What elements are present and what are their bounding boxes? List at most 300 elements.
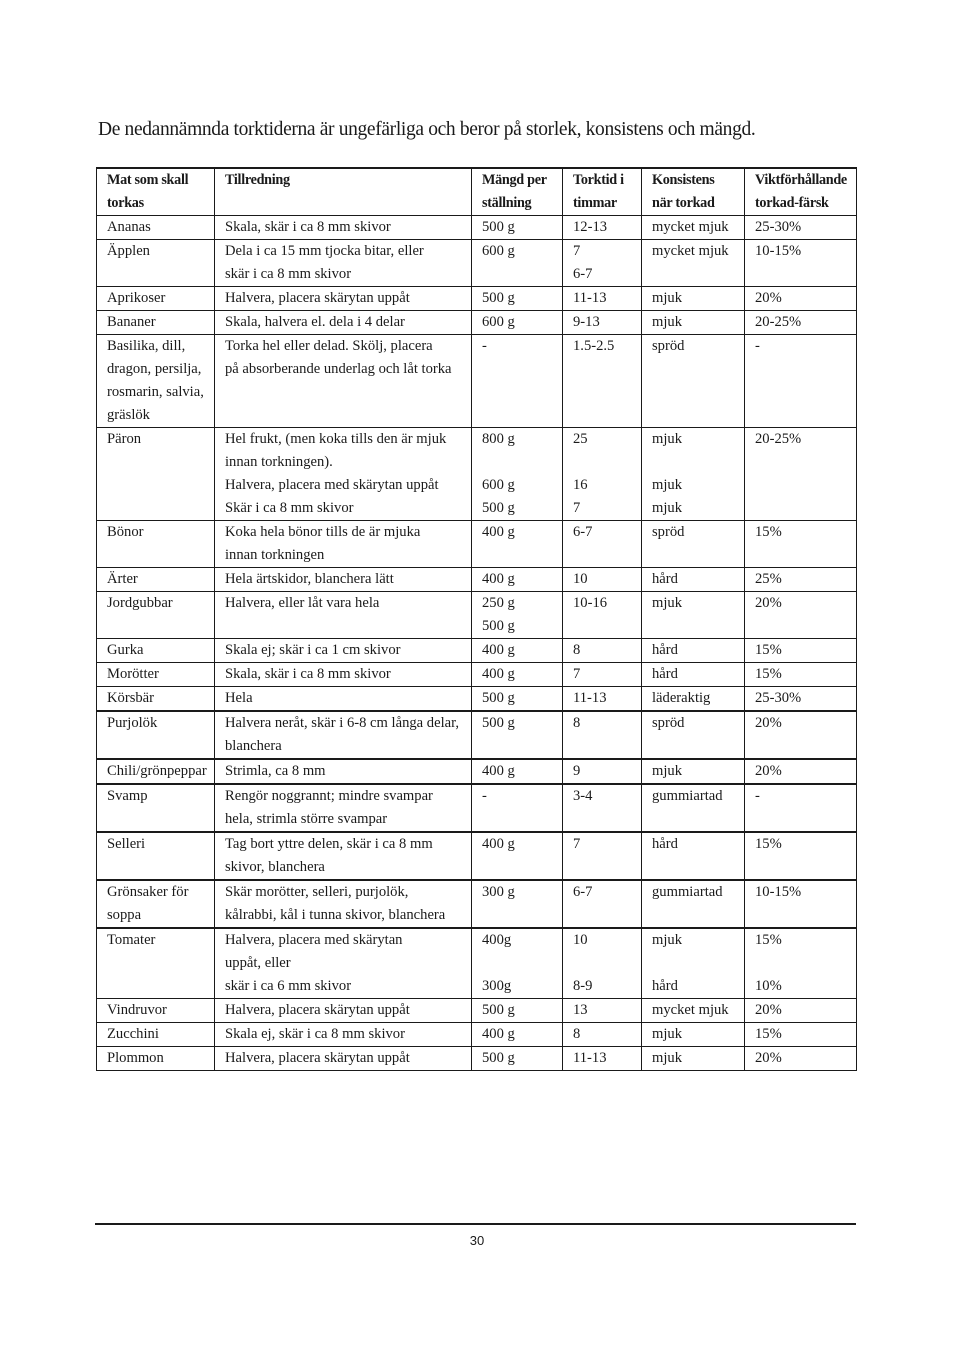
cell-text: mycket mjuk <box>652 243 729 259</box>
cell-text: 600 g <box>482 477 515 493</box>
cell-weight-ratio <box>745 639 857 663</box>
header-text: Mat som skall <box>107 172 189 188</box>
cell-consistency <box>642 687 745 712</box>
cell-text: Torka hel eller delad. Skölj, placera <box>225 338 433 354</box>
cell-weight-ratio <box>745 1047 857 1071</box>
cell-text <box>107 451 214 474</box>
cell-text: innan torkningen). <box>225 454 333 470</box>
cell-amount <box>472 592 563 639</box>
cell-drying-time <box>563 999 642 1023</box>
cell-preparation <box>215 880 472 928</box>
cell-weight-ratio <box>745 335 857 428</box>
cell-text <box>755 404 856 427</box>
cell-text <box>755 474 856 497</box>
cell-text: 8 <box>573 642 581 658</box>
cell-consistency <box>642 311 745 335</box>
cell-text <box>482 904 562 927</box>
header-text: torkad-färsk <box>755 195 829 211</box>
cell-text <box>755 615 856 638</box>
cell-preparation <box>215 999 472 1023</box>
cell-text: Körsbär <box>107 690 155 706</box>
cell-text <box>573 544 641 567</box>
cell-drying-time <box>563 880 642 928</box>
cell-text: Halvera, placera skärytan uppåt <box>225 1002 410 1018</box>
cell-text: Chili/grönpeppar <box>107 763 207 779</box>
cell-text: Basilika, dill, <box>107 338 186 354</box>
cell-text: 3-4 <box>573 788 593 804</box>
cell-preparation <box>215 784 472 832</box>
cell-drying-time <box>563 759 642 784</box>
cell-text: - <box>755 338 760 354</box>
cell-text: Bananer <box>107 314 156 330</box>
header-text: Mängd per <box>482 172 547 188</box>
cell-text <box>107 474 214 497</box>
cell-text <box>573 808 641 831</box>
cell-amount <box>472 711 563 759</box>
cell-text: Skala, skär i ca 8 mm skivor <box>225 219 391 235</box>
cell-text <box>755 904 856 927</box>
cell-text <box>652 952 744 975</box>
cell-amount <box>472 311 563 335</box>
cell-text: Tag bort yttre delen, skär i ca 8 mm <box>225 836 433 852</box>
cell-amount <box>472 784 563 832</box>
cell-text: 8-9 <box>573 978 593 994</box>
header-amount <box>472 168 563 216</box>
table-row <box>97 216 857 240</box>
cell-text: 8 <box>573 715 581 731</box>
cell-text: 6-7 <box>573 524 593 540</box>
header-drying-time <box>563 168 642 216</box>
cell-text: Plommon <box>107 1050 164 1066</box>
header-text: Tillredning <box>225 172 290 188</box>
cell-text: på absorberande underlag och låt torka <box>225 361 452 377</box>
cell-text: dragon, persilja, <box>107 361 202 377</box>
cell-text <box>652 615 744 638</box>
cell-food <box>97 568 215 592</box>
cell-consistency <box>642 1047 745 1071</box>
cell-preparation <box>215 240 472 287</box>
cell-text: 500 g <box>482 1002 515 1018</box>
table-row <box>97 687 857 712</box>
cell-text: 250 g <box>482 595 515 611</box>
table-row <box>97 832 857 880</box>
cell-amount <box>472 880 563 928</box>
cell-text <box>107 544 214 567</box>
cell-drying-time <box>563 311 642 335</box>
cell-text <box>755 808 856 831</box>
cell-text: 7 <box>573 500 581 516</box>
cell-text: Halvera, placera med skärytan <box>225 932 403 948</box>
cell-text: 10% <box>755 978 782 994</box>
header-text: Konsistens <box>652 172 715 188</box>
cell-text: gräslök <box>107 407 150 423</box>
cell-weight-ratio <box>745 687 857 712</box>
cell-preparation <box>215 1023 472 1047</box>
cell-text: Halvera, placera skärytan uppåt <box>225 1050 410 1066</box>
cell-text: Purjolök <box>107 715 158 731</box>
cell-text: 11-13 <box>573 290 607 306</box>
cell-text: 10-15% <box>755 884 802 900</box>
cell-text: 400 g <box>482 524 515 540</box>
cell-text: Päron <box>107 431 142 447</box>
cell-amount <box>472 639 563 663</box>
header-consistency <box>642 168 745 216</box>
cell-text: 13 <box>573 1002 588 1018</box>
cell-weight-ratio <box>745 711 857 759</box>
table-row <box>97 428 857 521</box>
cell-text: Halvera neråt, skär i 6-8 cm långa delar, <box>225 715 460 731</box>
table-row <box>97 287 857 311</box>
cell-text: 25 <box>573 431 588 447</box>
cell-text: Skala ej, skär i ca 8 mm skivor <box>225 1026 405 1042</box>
cell-text: 1.5-2.5 <box>573 338 615 354</box>
cell-text <box>652 451 744 474</box>
table-row <box>97 711 857 759</box>
cell-text: 20-25% <box>755 431 802 447</box>
cell-text: 600 g <box>482 243 515 259</box>
cell-drying-time <box>563 335 642 428</box>
cell-text: 7 <box>573 243 581 259</box>
cell-text: 10-16 <box>573 595 608 611</box>
cell-food <box>97 216 215 240</box>
cell-weight-ratio <box>745 240 857 287</box>
cell-amount <box>472 832 563 880</box>
cell-text <box>482 263 562 286</box>
cell-text <box>107 975 214 998</box>
cell-text: 500 g <box>482 290 515 306</box>
cell-text: Rengör noggrannt; mindre svampar <box>225 788 433 804</box>
cell-text: 8 <box>573 1026 581 1042</box>
cell-text: 400 g <box>482 1026 515 1042</box>
cell-text: Strimla, ca 8 mm <box>225 763 326 779</box>
cell-text: Skala, halvera el. dela i 4 delar <box>225 314 405 330</box>
cell-consistency <box>642 592 745 639</box>
cell-preparation <box>215 928 472 999</box>
cell-consistency <box>642 711 745 759</box>
cell-text: mjuk <box>652 763 682 779</box>
cell-food <box>97 832 215 880</box>
cell-text: 12-13 <box>573 219 608 235</box>
cell-text: spröd <box>652 524 685 540</box>
header-text: Viktförhållande <box>755 172 847 188</box>
cell-text: 20% <box>755 1050 782 1066</box>
cell-text <box>482 381 562 404</box>
table-row <box>97 639 857 663</box>
cell-text: mycket mjuk <box>652 1002 729 1018</box>
cell-text <box>573 735 641 758</box>
cell-text: 25% <box>755 571 782 587</box>
cell-text: 25-30% <box>755 690 802 706</box>
cell-weight-ratio <box>745 928 857 999</box>
cell-text: Skala, skär i ca 8 mm skivor <box>225 666 391 682</box>
cell-preparation <box>215 1047 472 1071</box>
cell-weight-ratio <box>745 759 857 784</box>
cell-text: 500 g <box>482 1050 515 1066</box>
cell-text <box>482 358 562 381</box>
table-row <box>97 311 857 335</box>
cell-text: 16 <box>573 477 588 493</box>
cell-text <box>652 856 744 879</box>
cell-amount <box>472 1047 563 1071</box>
cell-text: mycket mjuk <box>652 219 729 235</box>
cell-text: - <box>482 338 487 354</box>
cell-text <box>652 904 744 927</box>
cell-text: mjuk <box>652 477 682 493</box>
cell-food <box>97 928 215 999</box>
cell-preparation <box>215 287 472 311</box>
cell-text: mjuk <box>652 290 682 306</box>
cell-text: 9-13 <box>573 314 600 330</box>
cell-text: 300g <box>482 978 512 994</box>
cell-consistency <box>642 240 745 287</box>
cell-text <box>755 544 856 567</box>
cell-text <box>652 735 744 758</box>
header-food <box>97 168 215 216</box>
cell-text <box>107 856 214 879</box>
cell-food <box>97 784 215 832</box>
cell-text: Selleri <box>107 836 146 852</box>
cell-weight-ratio <box>745 784 857 832</box>
cell-preparation <box>215 639 472 663</box>
cell-text: Ärter <box>107 571 138 587</box>
cell-text <box>755 451 856 474</box>
cell-text: gummiartad <box>652 884 723 900</box>
cell-weight-ratio <box>745 216 857 240</box>
cell-drying-time <box>563 568 642 592</box>
cell-text: Svamp <box>107 788 148 804</box>
cell-text: 300 g <box>482 884 515 900</box>
cell-weight-ratio <box>745 568 857 592</box>
table-row <box>97 240 857 287</box>
header-text: Torktid i <box>573 172 624 188</box>
cell-weight-ratio <box>745 999 857 1023</box>
cell-text: 6-7 <box>573 266 593 282</box>
cell-consistency <box>642 663 745 687</box>
table-row <box>97 568 857 592</box>
cell-amount <box>472 287 563 311</box>
cell-drying-time <box>563 287 642 311</box>
cell-preparation <box>215 428 472 521</box>
cell-text: 9 <box>573 763 581 779</box>
cell-text: mjuk <box>652 932 682 948</box>
cell-text: 6-7 <box>573 884 593 900</box>
cell-text <box>107 952 214 975</box>
cell-text: 500 g <box>482 690 515 706</box>
cell-drying-time <box>563 1047 642 1071</box>
cell-consistency <box>642 639 745 663</box>
cell-text: spröd <box>652 715 685 731</box>
page-number: 30 <box>469 1233 485 1248</box>
cell-text: 15% <box>755 666 782 682</box>
table-header-row <box>97 168 857 216</box>
cell-preparation <box>215 521 472 568</box>
header-text: torkas <box>107 195 144 211</box>
cell-text: hård <box>652 836 678 852</box>
cell-text: 25-30% <box>755 219 802 235</box>
cell-text: rosmarin, salvia, <box>107 384 204 400</box>
cell-text <box>482 404 562 427</box>
cell-drying-time <box>563 216 642 240</box>
cell-preparation <box>215 216 472 240</box>
cell-text <box>107 735 214 758</box>
cell-text <box>652 358 744 381</box>
cell-food <box>97 663 215 687</box>
cell-text <box>107 497 214 520</box>
cell-text: 20% <box>755 763 782 779</box>
cell-text: Halvera, placera skärytan uppåt <box>225 290 410 306</box>
cell-weight-ratio <box>745 663 857 687</box>
table-row <box>97 928 857 999</box>
cell-text: soppa <box>107 907 142 923</box>
cell-text: mjuk <box>652 1026 682 1042</box>
cell-consistency <box>642 784 745 832</box>
intro-text: De nedannämnda torktiderna är ungefärliga och beror på storlek, konsistens och mängd. <box>98 119 756 140</box>
cell-food <box>97 639 215 663</box>
cell-text: Ananas <box>107 219 151 235</box>
cell-preparation <box>215 568 472 592</box>
table-row <box>97 592 857 639</box>
cell-text: mjuk <box>652 1050 682 1066</box>
cell-text: 400 g <box>482 836 515 852</box>
cell-drying-time <box>563 639 642 663</box>
cell-consistency <box>642 428 745 521</box>
cell-text <box>573 856 641 879</box>
cell-text: 500 g <box>482 715 515 731</box>
cell-text <box>482 544 562 567</box>
cell-text: 400 g <box>482 666 515 682</box>
cell-text: 15% <box>755 932 782 948</box>
drying-table <box>96 167 857 1071</box>
cell-food <box>97 999 215 1023</box>
table-row <box>97 1047 857 1071</box>
cell-text <box>482 451 562 474</box>
cell-weight-ratio <box>745 311 857 335</box>
cell-text: Grönsaker för <box>107 884 189 900</box>
cell-weight-ratio <box>745 1023 857 1047</box>
cell-text <box>755 735 856 758</box>
cell-consistency <box>642 335 745 428</box>
cell-text: mjuk <box>652 500 682 516</box>
cell-amount <box>472 240 563 287</box>
cell-text <box>755 263 856 286</box>
cell-food <box>97 711 215 759</box>
cell-food <box>97 240 215 287</box>
cell-amount <box>472 1023 563 1047</box>
cell-text: 800 g <box>482 431 515 447</box>
table-row <box>97 335 857 428</box>
cell-text: gummiartad <box>652 788 723 804</box>
cell-text <box>573 404 641 427</box>
table-body <box>97 216 857 1071</box>
cell-amount <box>472 521 563 568</box>
cell-consistency <box>642 759 745 784</box>
cell-amount <box>472 928 563 999</box>
cell-preparation <box>215 335 472 428</box>
header-preparation <box>215 168 472 216</box>
cell-consistency <box>642 832 745 880</box>
cell-drying-time <box>563 592 642 639</box>
cell-food <box>97 1047 215 1071</box>
footer-rule <box>95 1223 856 1225</box>
cell-food <box>97 428 215 521</box>
cell-text: 20% <box>755 715 782 731</box>
cell-drying-time <box>563 711 642 759</box>
cell-text: 7 <box>573 836 581 852</box>
cell-drying-time <box>563 240 642 287</box>
cell-text <box>107 263 214 286</box>
cell-text <box>482 808 562 831</box>
cell-text: Äpplen <box>107 243 150 259</box>
cell-text <box>652 263 744 286</box>
cell-text: 20% <box>755 595 782 611</box>
cell-food <box>97 335 215 428</box>
cell-weight-ratio <box>745 287 857 311</box>
cell-text <box>652 404 744 427</box>
cell-preparation <box>215 832 472 880</box>
cell-text: 600 g <box>482 314 515 330</box>
cell-text: hela, strimla större svampar <box>225 811 388 827</box>
cell-text <box>755 358 856 381</box>
cell-text: Koka hela bönor tills de är mjuka <box>225 524 421 540</box>
cell-text <box>107 615 214 638</box>
cell-text <box>573 381 641 404</box>
cell-text: 10 <box>573 571 588 587</box>
cell-text: läderaktig <box>652 690 711 706</box>
cell-text: mjuk <box>652 431 682 447</box>
cell-text: 11-13 <box>573 690 607 706</box>
cell-text: Hel frukt, (men koka tills den är mjuk <box>225 431 447 447</box>
cell-text: 400 g <box>482 763 515 779</box>
cell-text: Skär morötter, selleri, purjolök, <box>225 884 409 900</box>
cell-text <box>755 381 856 404</box>
cell-text: skär i ca 6 mm skivor <box>225 978 352 994</box>
cell-food <box>97 311 215 335</box>
table-row <box>97 999 857 1023</box>
cell-text: Aprikoser <box>107 290 166 306</box>
cell-text: 10-15% <box>755 243 802 259</box>
cell-text: mjuk <box>652 314 682 330</box>
cell-text: kålrabbi, kål i tunna skivor, blanchera <box>225 907 446 923</box>
cell-text: 500 g <box>482 219 515 235</box>
table-row <box>97 663 857 687</box>
cell-food <box>97 1023 215 1047</box>
cell-text: Halvera, placera med skärytan uppåt <box>225 477 439 493</box>
cell-text: uppåt, eller <box>225 955 291 971</box>
cell-text: 500 g <box>482 618 515 634</box>
cell-text: hård <box>652 642 678 658</box>
cell-text <box>482 856 562 879</box>
header-text: när torkad <box>652 195 715 211</box>
cell-text: spröd <box>652 338 685 354</box>
cell-text: 20% <box>755 1002 782 1018</box>
cell-text: skär i ca 8 mm skivor <box>225 266 352 282</box>
cell-text: Skala ej; skär i ca 1 cm skivor <box>225 642 401 658</box>
cell-food <box>97 880 215 928</box>
cell-text: Vindruvor <box>107 1002 167 1018</box>
cell-amount <box>472 216 563 240</box>
cell-text: 10 <box>573 932 588 948</box>
cell-consistency <box>642 216 745 240</box>
cell-weight-ratio <box>745 592 857 639</box>
cell-text <box>482 735 562 758</box>
cell-text: Gurka <box>107 642 144 658</box>
cell-text: Morötter <box>107 666 159 682</box>
cell-text <box>573 904 641 927</box>
header-text: ställning <box>482 195 532 211</box>
table-row <box>97 784 857 832</box>
cell-text: 500 g <box>482 500 515 516</box>
cell-weight-ratio <box>745 832 857 880</box>
